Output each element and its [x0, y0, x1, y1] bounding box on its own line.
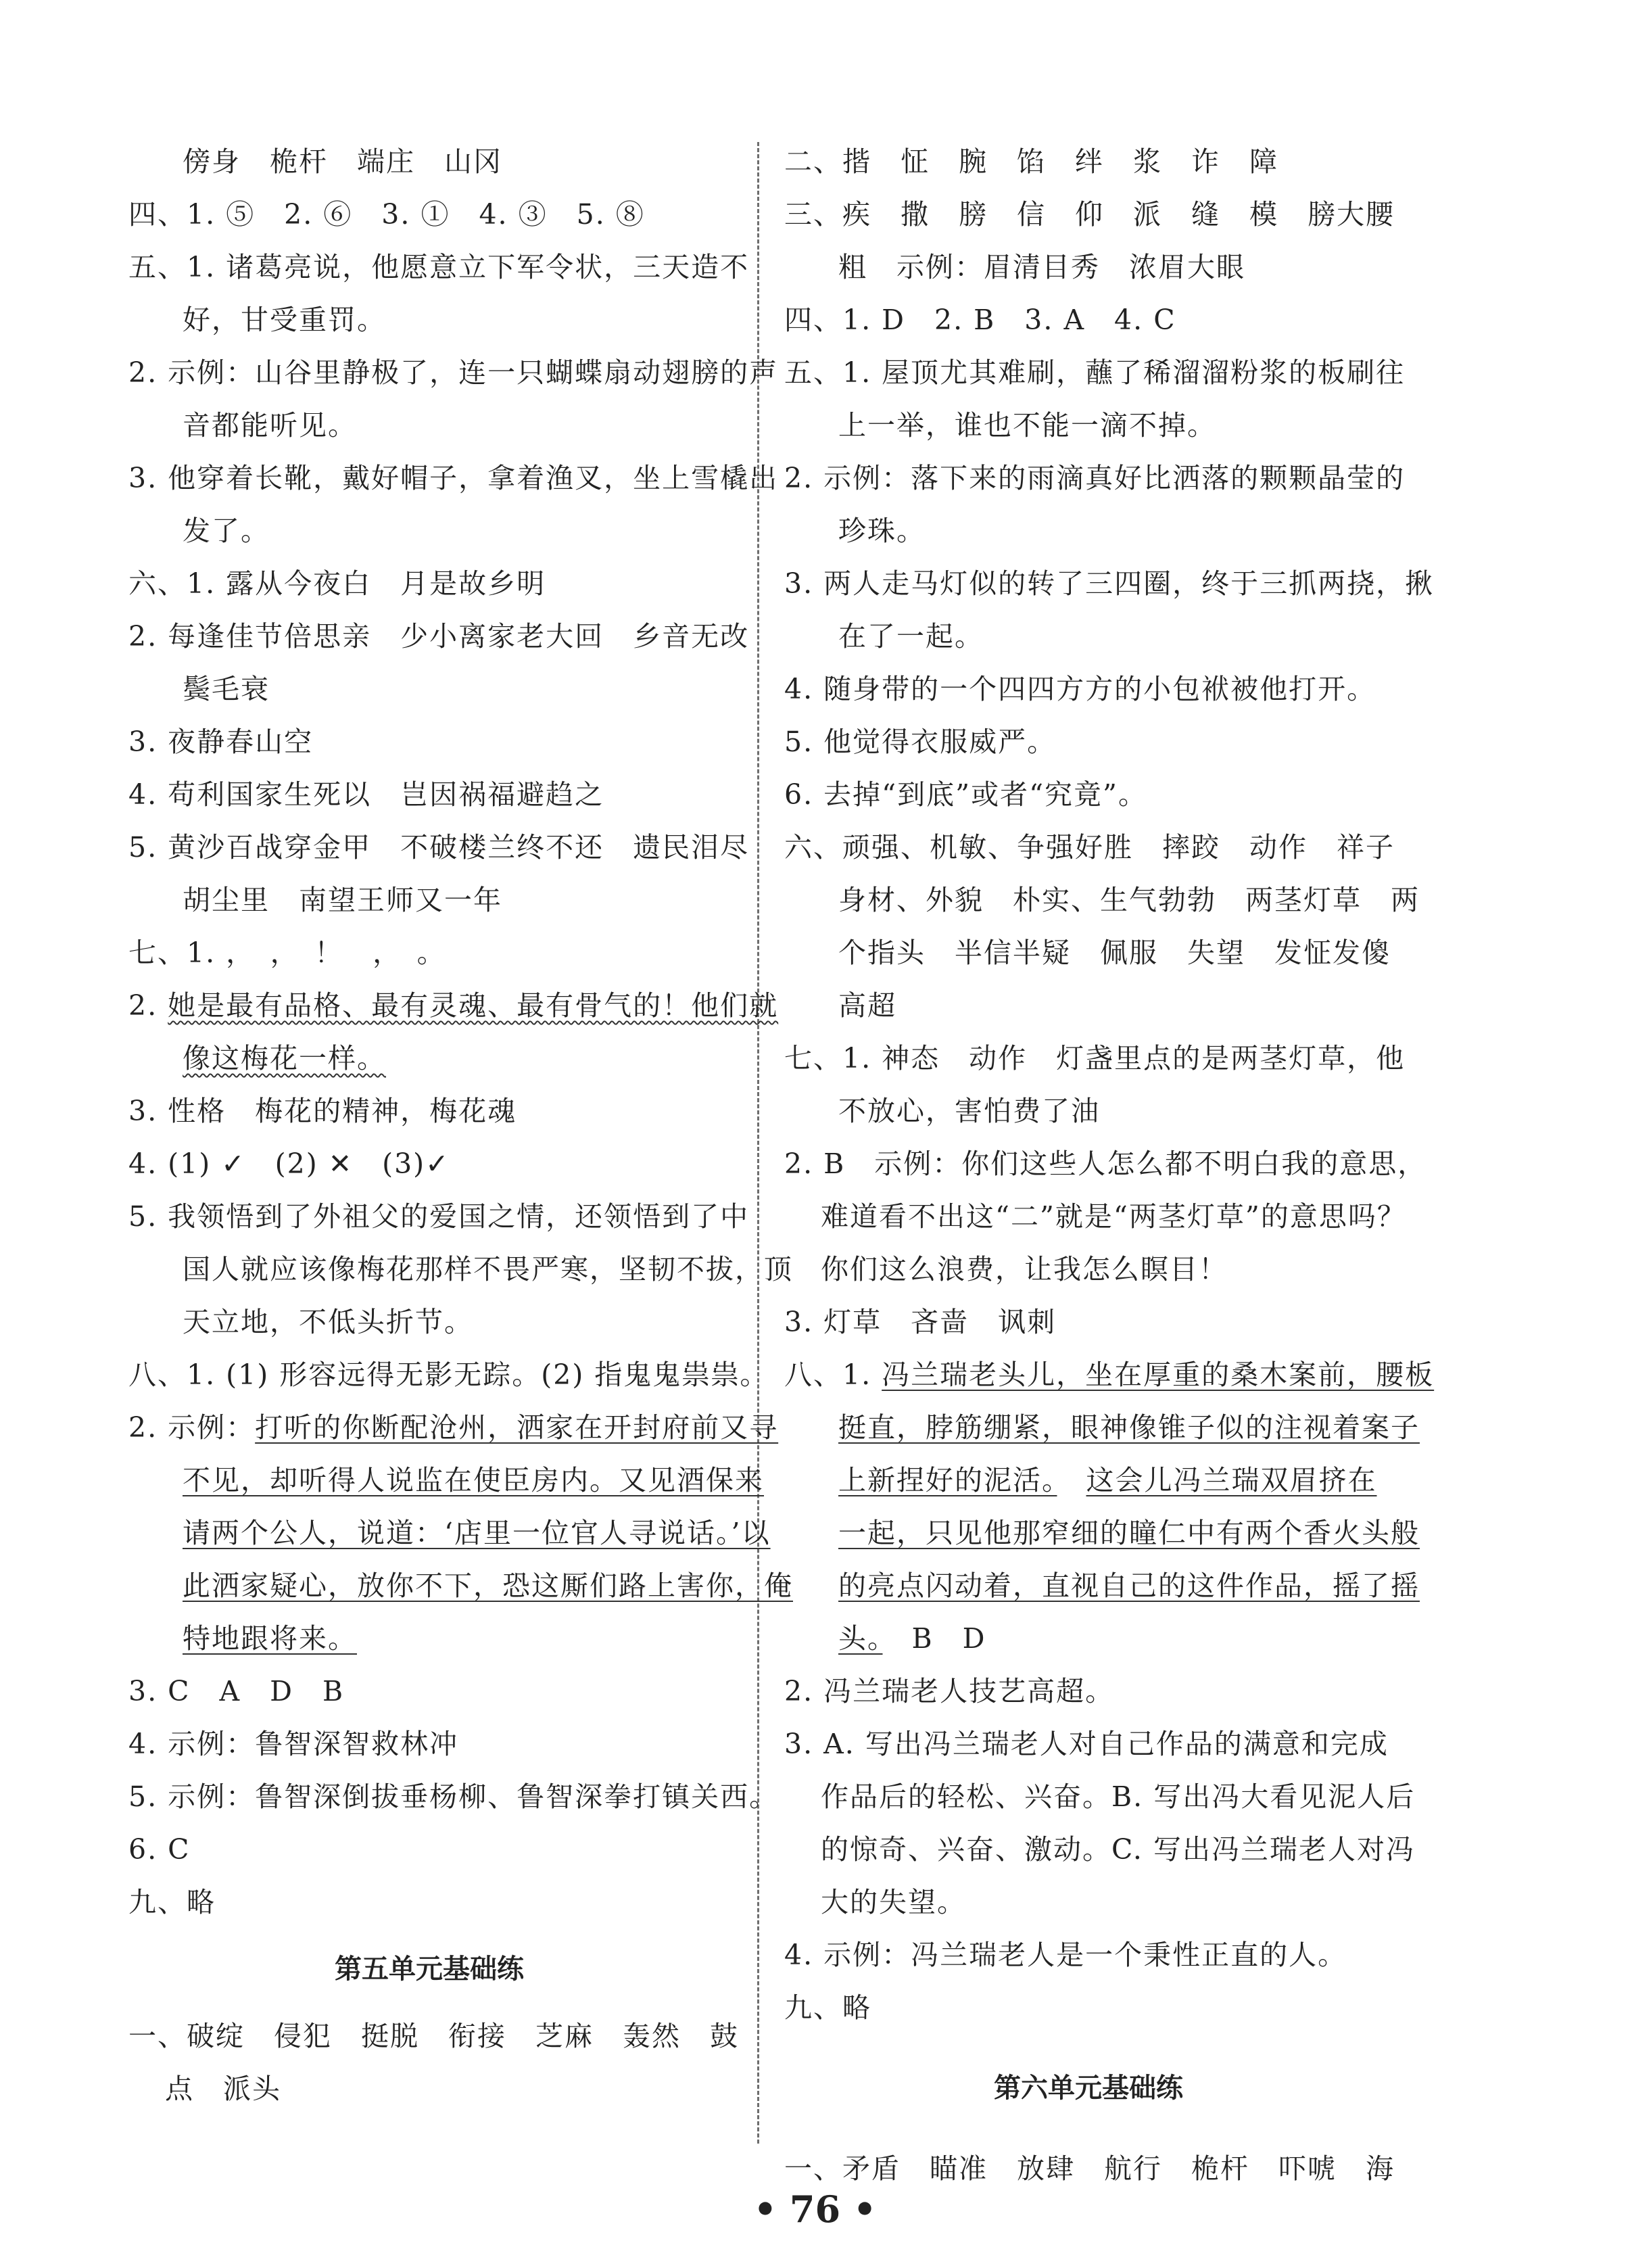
underlined-text: 一起，只见他那窄细的瞳仁中有两个香火头般	[838, 1517, 1420, 1549]
page-number: • 76 •	[753, 2188, 877, 2231]
answer-line: 五、1. 屋顶尤其难刷，蘸了稀溜溜粉浆的板刷往	[784, 356, 1406, 389]
answer-line: 2. B 示例：你们这些人怎么都不明白我的意思，	[784, 1148, 1427, 1180]
answer-suffix: B D	[882, 1622, 986, 1655]
answer-line	[784, 1612, 1393, 1665]
answer-line: 在了一起。	[838, 620, 984, 653]
underlined-text: 这会儿冯兰瑞双眉挤在	[1086, 1464, 1377, 1496]
answer-line: 6. 去掉“到底”或者“究竟”。	[784, 778, 1147, 811]
answer-line: 5. 我领悟到了外祖父的爱国之情，还领悟到了中	[128, 1200, 750, 1233]
underlined-text: 不见，却听得人说监在使臣房内。又见酒保来	[183, 1464, 764, 1496]
underlined-text: 挺直，脖筋绷紧，眼神像锥子似的注视着案子	[838, 1411, 1420, 1444]
answer-line: 6. C	[128, 1833, 191, 1866]
answer-line	[784, 1507, 1420, 1559]
answer-prefix: 2. 示例：	[128, 1411, 256, 1444]
answer-line: 天立地，不低头折节。	[183, 1306, 473, 1338]
answer-prefix: 2.	[128, 989, 168, 1022]
answer-line: 上一举，谁也不能一滴不掉。	[838, 409, 1216, 442]
answer-line: 傍身 桅杆 端庄 山冈	[183, 145, 502, 178]
answer-line: 九、略	[128, 1886, 216, 1918]
answer-line: 3. 灯草 吝啬 讽刺	[784, 1306, 1057, 1338]
underlined-text: 请两个公人，说道：‘店里一位官人寻说话。’以	[183, 1517, 771, 1549]
answer-line	[128, 1401, 779, 1454]
answer-line: 五、1. 诸葛亮说，他愿意立下军令状，三天造不	[128, 251, 750, 283]
underlined-text: 此洒家疑心，放你不下，恐这厮们路上害你，俺	[183, 1569, 793, 1602]
wavy-underlined-text: 她是最有品格、最有灵魂、最有骨气的！他们就	[168, 989, 779, 1022]
answer-line: 四、1. ⑤ 2. ⑥ 3. ① 4. ③ 5. ⑧	[128, 198, 645, 231]
answer-line	[128, 1507, 771, 1559]
answer-line	[128, 1454, 764, 1507]
answer-line	[128, 1032, 730, 1085]
answer-line: 3. 两人走马灯似的转了三四圈，终于三抓两挠，揪	[784, 567, 1435, 600]
answer-line: 六、1. 露从今夜白 月是故乡明	[128, 567, 546, 600]
answer-line: 难道看不出这“二”就是“两茎灯草”的意思吗？	[821, 1200, 1406, 1233]
answer-line: 5. 示例：鲁智深倒拔垂杨柳、鲁智深拳打镇关西。	[128, 1780, 779, 1813]
answer-line: 高超	[838, 989, 896, 1022]
answer-line: 3. 他穿着长靴，戴好帽子，拿着渔叉，坐上雪橇出	[128, 462, 779, 494]
answer-line: 音都能听见。	[183, 409, 357, 442]
answer-line: 2. 示例：山谷里静极了，连一只蝴蝶扇动翅膀的声	[128, 356, 779, 389]
answer-line: 好，甘受重罚。	[183, 304, 386, 336]
answer-line	[784, 1559, 1420, 1612]
answer-line: 4. (1) ✓ (2) ✕ (3)✓	[128, 1148, 450, 1180]
answer-line: 国人就应该像梅花那样不畏严寒，坚韧不拔，顶	[183, 1253, 793, 1285]
answer-line: 作品后的轻松、兴奋。B. 写出冯大看见泥人后	[821, 1780, 1416, 1813]
answer-line: 二、揩 怔 腕 馅 绊 浆 诈 障	[784, 145, 1278, 178]
right-column	[784, 135, 1435, 2195]
section-heading: 第五单元基础练	[335, 1953, 524, 1985]
answer-prefix: 八、1.	[784, 1359, 882, 1391]
answer-line: 5. 黄沙百战穿金甲 不破楼兰终不还 遗民泪尽	[128, 831, 750, 864]
answer-line: 点 派头	[165, 2073, 281, 2105]
underlined-text: 打听的你断配沧州，洒家在开封府前又寻	[255, 1411, 779, 1444]
answer-line: 六、顽强、机敏、争强好胜 摔跤 动作 祥子	[784, 831, 1395, 864]
answer-line: 5. 他觉得衣服威严。	[784, 726, 1057, 758]
section-heading: 第六单元基础练	[994, 2072, 1183, 2104]
answer-line: 4. 随身带的一个四四方方的小包袱被他打开。	[784, 673, 1376, 705]
answer-line: 鬓毛衰	[183, 673, 270, 705]
answer-line: 胡尘里 南望王师又一年	[183, 884, 502, 916]
answer-line: 一、矛盾 瞄准 放肆 航行 桅杆 吓唬 海	[784, 2152, 1395, 2185]
answer-line: 2. 每逢佳节倍思亲 少小离家老大回 乡音无改	[128, 620, 750, 653]
answer-line: 3. 夜静春山空	[128, 726, 314, 758]
answer-line: 4. 苟利国家生死以 岂因祸福避趋之	[128, 778, 604, 811]
answer-line: 七、1. ， ， ！ ， 。	[128, 937, 446, 969]
wavy-underlined-text: 像这梅花一样。	[183, 1042, 386, 1074]
answer-line: 三、疾 撒 膀 信 仰 派 缝 模 膀大腰	[784, 198, 1395, 231]
underlined-text: 特地跟将来。	[183, 1622, 357, 1655]
answer-line: 粗 示例：眉清目秀 浓眉大眼	[838, 251, 1245, 283]
left-column	[128, 135, 793, 2115]
answer-line: 不放心，害怕费了油	[838, 1095, 1100, 1127]
answer-line: 你们这么浪费，让我怎么瞑目！	[821, 1253, 1228, 1285]
answer-line: 大的失望。	[821, 1886, 966, 1918]
answer-line: 4. 示例：冯兰瑞老人是一个秉性正直的人。	[784, 1939, 1347, 1971]
answer-line: 3. 性格 梅花的精神，梅花魂	[128, 1095, 517, 1127]
spacer-text	[1057, 1464, 1086, 1496]
answer-line: 3. C A D B	[128, 1675, 345, 1707]
answer-line: 四、1. D 2. B 3. A 4. C	[784, 304, 1176, 336]
answer-line: 发了。	[183, 515, 270, 547]
underlined-text: 头。	[838, 1622, 883, 1655]
underlined-text: 的亮点闪动着，直视自己的这件作品，摇了摇	[838, 1569, 1420, 1602]
column-divider	[757, 142, 759, 2144]
answer-line: 的惊奇、兴奋、激动。C. 写出冯兰瑞老人对冯	[821, 1833, 1415, 1866]
answer-line	[784, 1348, 1435, 1401]
answer-line	[128, 1612, 730, 1665]
answer-line: 一、破绽 侵犯 挺脱 衔接 芝麻 轰然 鼓	[128, 2020, 739, 2052]
answer-line	[128, 1559, 793, 1612]
answer-line	[784, 1401, 1420, 1454]
underlined-text: 上新捏好的泥活。	[838, 1464, 1057, 1496]
answer-line: 七、1. 神态 动作 灯盏里点的是两茎灯草，他	[784, 1042, 1406, 1074]
answer-line: 个指头 半信半疑 佩服 失望 发怔发傻	[838, 937, 1391, 969]
answer-line: 2. 示例：落下来的雨滴真好比洒落的颗颗晶莹的	[784, 462, 1406, 494]
answer-line	[784, 1454, 1393, 1507]
answer-line: 身材、外貌 朴实、生气勃勃 两茎灯草 两	[838, 884, 1420, 916]
underlined-text: 冯兰瑞老头儿，坐在厚重的桑木案前，腰板	[882, 1359, 1435, 1391]
answer-line: 九、略	[784, 1991, 871, 2024]
answer-line: 珍珠。	[838, 515, 926, 547]
answer-line: 3. A. 写出冯兰瑞老人对自己作品的满意和完成	[784, 1728, 1389, 1760]
answer-line: 2. 冯兰瑞老人技艺高超。	[784, 1675, 1115, 1707]
answer-line: 八、1. (1) 形容远得无影无踪。(2) 指鬼鬼祟祟。	[128, 1359, 769, 1391]
answer-line: 4. 示例：鲁智深智救林冲	[128, 1728, 459, 1760]
answer-line	[128, 979, 779, 1032]
